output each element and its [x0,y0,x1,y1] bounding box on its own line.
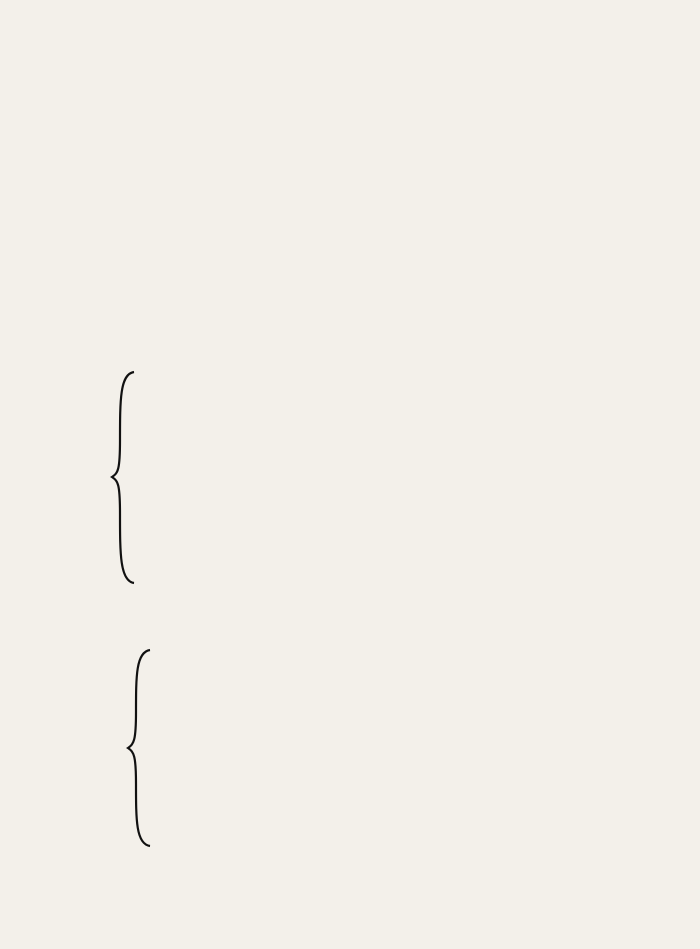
brace-44 [124,648,154,848]
brace-43 [108,370,138,585]
